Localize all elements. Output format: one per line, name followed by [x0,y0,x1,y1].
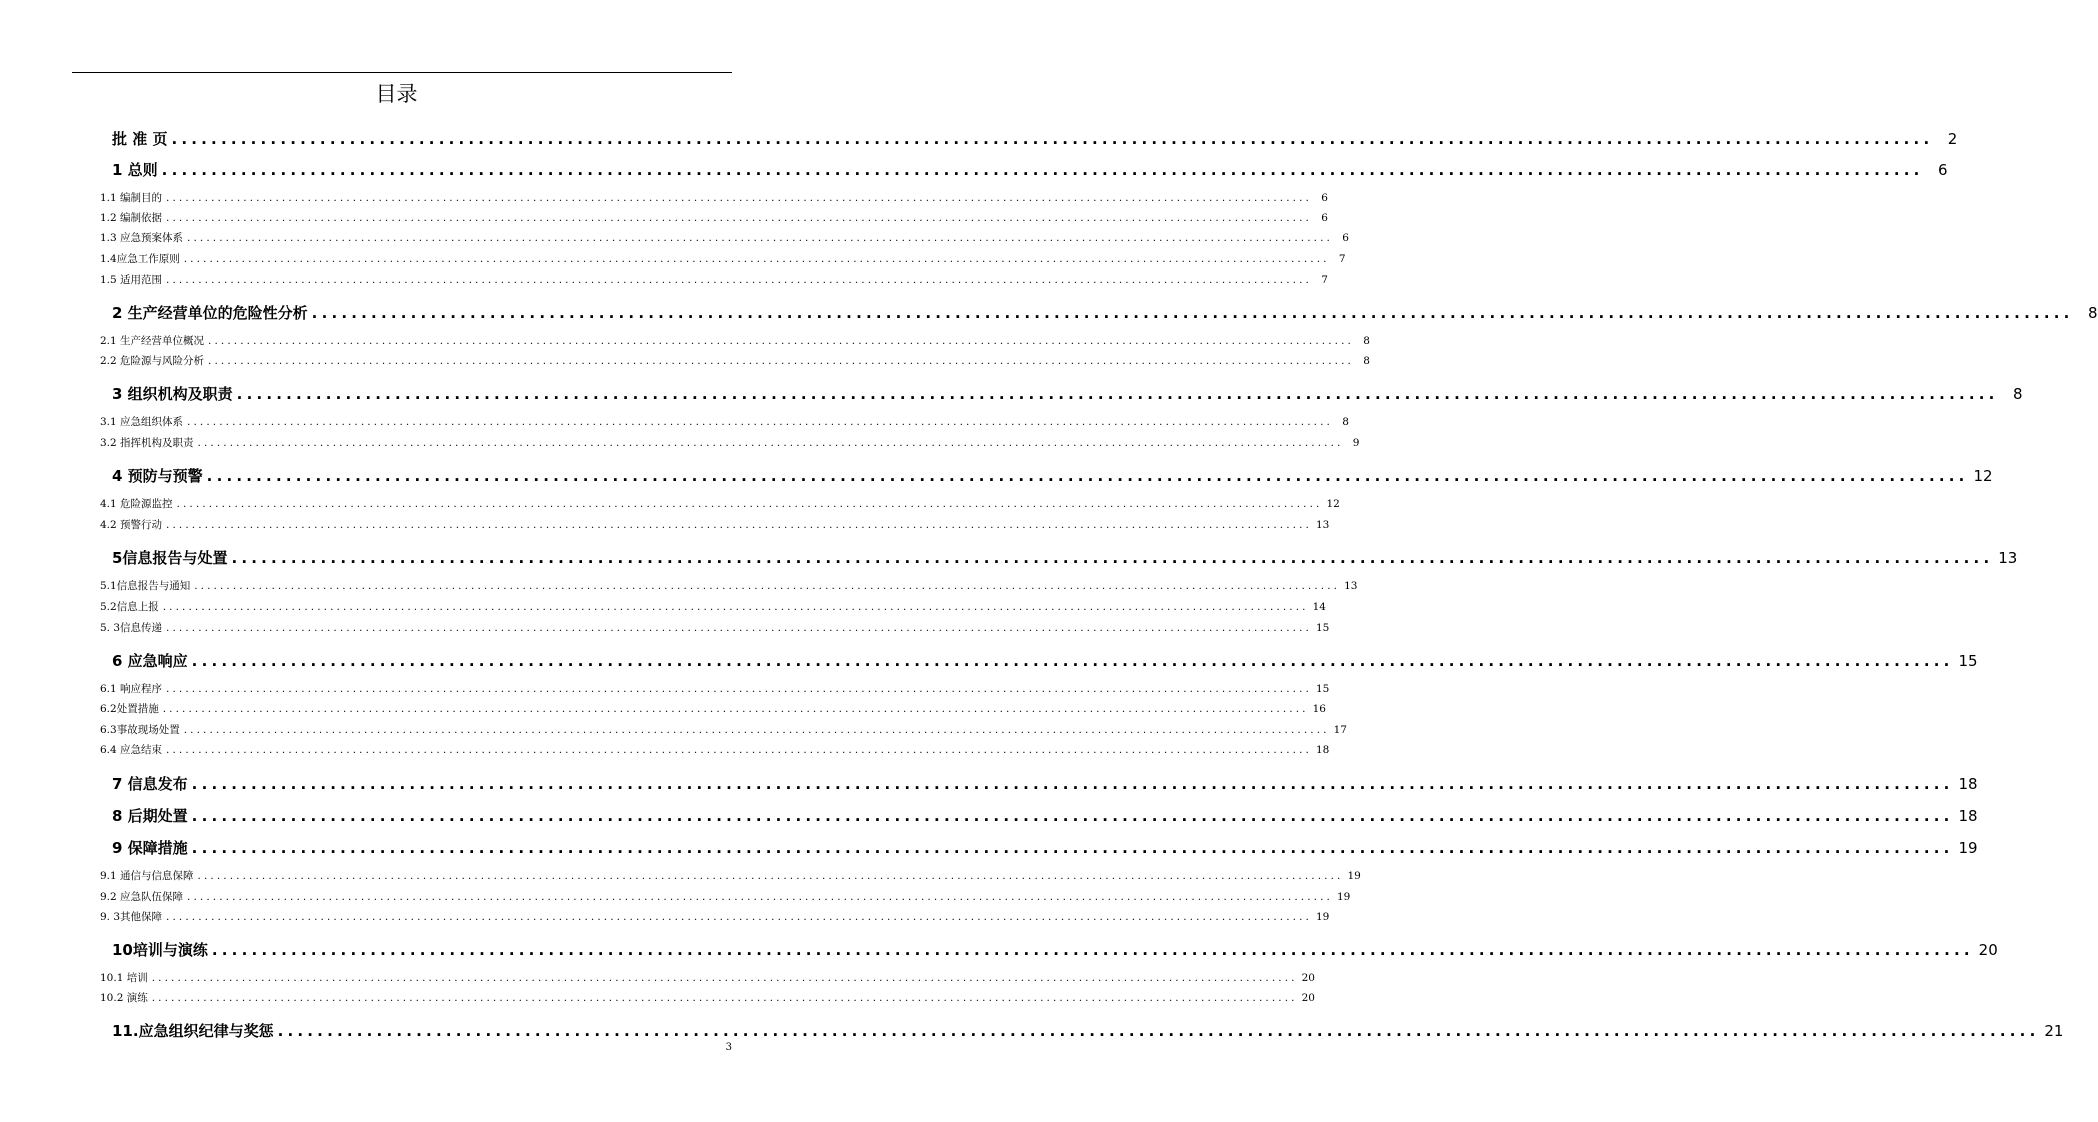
toc-entry-label: 9.2 应急队伍保障 [100,891,184,903]
toc-entry-page: 2 [1947,130,1958,148]
dot-leader: .................................................................................................................................................................................. [211,941,1974,959]
toc-entry-page: 15 [1958,652,1978,670]
dot-leader: .................................................................................................................................................................................. [191,839,1954,857]
dot-leader: .................................................................................................................................................................................. [191,775,1954,793]
toc-entry-label: 3.1 应急组织体系 [100,416,184,428]
toc-entry-page: 17 [1333,724,1347,736]
dot-leader: .................................................................................................................................................................................. [166,274,1312,286]
toc-entry[interactable] [100,970,1315,986]
toc-entry[interactable] [100,599,1326,615]
toc-entry[interactable] [100,909,1330,925]
toc-entry-page: 16 [1312,703,1326,715]
toc-entry-page: 13 [1315,519,1330,531]
toc-entry-label: 6.2处置措施 [100,703,159,715]
toc-entry-label: 3 组织机构及职责 [112,385,233,403]
toc-entry-page: 18 [1958,775,1978,793]
dot-leader: .................................................................................................................................................................................. [187,891,1333,903]
toc-entry-label: 9. 3其他保障 [100,911,163,923]
toc-entry-label: 1.5 适用范围 [100,274,163,286]
toc-entry[interactable] [100,578,1358,594]
dot-leader: .................................................................................................................................................................................. [166,683,1312,695]
dot-leader: .................................................................................................................................................................................. [166,192,1312,204]
dot-leader: .................................................................................................................................................................................. [208,335,1354,347]
dot-leader: .................................................................................................................................................................................. [231,549,1994,567]
toc-entry-label: 7 信息发布 [112,775,188,793]
toc-entry[interactable] [112,302,2098,324]
toc-entry-label: 10.2 演练 [100,992,148,1004]
dot-leader: .................................................................................................................................................................................. [162,703,1309,715]
toc-entry-page: 8 [1363,335,1370,347]
toc-entry[interactable] [112,128,1958,150]
dot-leader: .................................................................................................................................................................................. [197,437,1344,449]
toc-entry[interactable] [112,547,2018,569]
header-rule [72,72,732,73]
toc-entry-page: 8 [2013,385,2023,403]
toc-entry-label: 批 准 页 [112,130,168,148]
dot-leader: .................................................................................................................................................................................. [161,161,1924,179]
toc-entry[interactable] [112,465,1993,487]
toc-entry[interactable] [100,190,1328,206]
dot-leader: .................................................................................................................................................................................. [183,253,1330,265]
toc-entry[interactable] [100,990,1315,1006]
dot-leader: .................................................................................................................................................................................. [187,416,1333,428]
toc-entry-label: 5.1信息报告与通知 [100,580,191,592]
toc-entry-page: 19 [1958,839,1978,857]
toc-entry-page: 9 [1352,437,1360,449]
dot-leader: .................................................................................................................................................................................. [277,1022,2040,1040]
toc-entry[interactable] [100,272,1328,288]
toc-entry-page: 19 [1315,911,1330,923]
dot-leader: .................................................................................................................................................................................. [208,355,1354,367]
toc-entry-label: 11.应急组织纪律与奖惩 [112,1022,274,1040]
toc-entry-label: 6.4 应急结束 [100,744,163,756]
toc-entry-page: 6 [1342,232,1349,244]
toc-entry-label: 2 生产经营单位的危险性分析 [112,304,308,322]
toc-entry[interactable] [112,805,1978,827]
toc-entry-label: 1.1 编制目的 [100,192,163,204]
toc-entry-label: 9.1 通信与信息保障 [100,870,194,882]
toc-entry-label: 10.1 培训 [100,972,148,984]
toc-entry-page: 19 [1336,891,1351,903]
toc-entry-page: 18 [1315,744,1330,756]
toc-entry-page: 21 [2044,1022,2064,1040]
toc-entry-page: 15 [1315,683,1330,695]
toc-entry[interactable] [100,868,1361,884]
toc-entry[interactable] [100,742,1330,758]
toc-entry-page: 19 [1347,870,1361,882]
toc-entry-label: 3.2 指挥机构及职责 [100,437,194,449]
dot-leader: .................................................................................................................................................................................. [162,601,1309,613]
dot-leader: .................................................................................................................................................................................. [194,580,1341,592]
toc-entry-page: 20 [1978,941,1998,959]
toc-entry-page: 7 [1338,253,1346,265]
toc-entry[interactable] [100,701,1326,717]
toc-entry-label: 4 预防与预警 [112,467,203,485]
dot-leader: .................................................................................................................................................................................. [197,870,1344,882]
dot-leader: .................................................................................................................................................................................. [171,130,1934,148]
toc-entry[interactable] [100,722,1347,738]
toc-entry-page: 7 [1321,274,1328,286]
dot-leader: .................................................................................................................................................................................. [176,498,1323,510]
toc-entry[interactable] [100,414,1349,430]
toc-entry-page: 13 [1344,580,1358,592]
toc-entry[interactable] [100,517,1330,533]
dot-leader: .................................................................................................................................................................................. [191,807,1954,825]
toc-entry-label: 2.1 生产经营单位概况 [100,335,205,347]
toc-entry-label: 6.1 响应程序 [100,683,163,695]
dot-leader: .................................................................................................................................................................................. [166,911,1312,923]
toc-entry[interactable] [100,333,1370,349]
toc-title: 目录 [375,82,418,106]
toc-entry-page: 6 [1938,161,1948,179]
toc-entry[interactable] [100,435,1360,451]
toc-entry-page: 8 [2088,304,2098,322]
toc-entry-label: 1.4应急工作原则 [100,253,180,265]
toc-entry-label: 6 应急响应 [112,652,188,670]
toc-entry-label: 5. 3信息传递 [100,622,163,634]
toc-entry-page: 6 [1321,212,1328,224]
dot-leader: .................................................................................................................................................................................. [206,467,1969,485]
dot-leader: .................................................................................................................................................................................. [151,972,1298,984]
toc-entry-label: 8 后期处置 [112,807,188,825]
dot-leader: .................................................................................................................................................................................. [311,304,2074,322]
toc-entry[interactable] [100,889,1351,905]
toc-entry[interactable] [112,773,1978,795]
toc-entry[interactable] [112,159,1948,181]
dot-leader: .................................................................................................................................................................................. [151,992,1298,1004]
dot-leader: .................................................................................................................................................................................. [191,652,1954,670]
toc-entry-page: 14 [1312,601,1326,613]
toc-entry-label: 5.2信息上报 [100,601,159,613]
toc-entry-page: 8 [1342,416,1349,428]
toc-entry[interactable] [112,383,2023,405]
toc-entry[interactable] [100,230,1349,246]
page-number: 3 [725,1042,732,1053]
dot-leader: .................................................................................................................................................................................. [166,744,1312,756]
toc-entry-page: 6 [1321,192,1328,204]
toc-entry-page: 12 [1973,467,1993,485]
dot-leader: .................................................................................................................................................................................. [166,519,1312,531]
dot-leader: .................................................................................................................................................................................. [166,212,1312,224]
dot-leader: .................................................................................................................................................................................. [236,385,1999,403]
toc-entry[interactable] [112,837,1978,859]
toc-entry-label: 4.2 预警行动 [100,519,163,531]
toc-entry-page: 20 [1301,992,1315,1004]
toc-entry[interactable] [112,939,1998,961]
toc-entry[interactable] [100,681,1330,697]
toc-entry-page: 20 [1301,972,1315,984]
toc-entry-label: 1.3 应急预案体系 [100,232,184,244]
toc-entry[interactable] [100,251,1346,267]
toc-entry-label: 4.1 危险源监控 [100,498,173,510]
toc-entry-page: 12 [1326,498,1340,510]
toc-entry-label: 5信息报告与处置 [112,549,228,567]
toc-entry[interactable] [112,650,1978,672]
toc-entry-label: 6.3事故现场处置 [100,724,180,736]
toc-entry[interactable] [100,210,1328,226]
dot-leader: .................................................................................................................................................................................. [187,232,1333,244]
toc-entry[interactable] [100,620,1330,636]
toc-entry-label: 10培训与演练 [112,941,208,959]
toc-entry[interactable] [100,496,1340,512]
toc-entry-page: 8 [1363,355,1370,367]
toc-entry[interactable] [100,353,1370,369]
toc-entry-label: 1 总则 [112,161,158,179]
toc-entry-label: 1.2 编制依据 [100,212,163,224]
toc-entry-label: 9 保障措施 [112,839,188,857]
toc-entry-page: 15 [1315,622,1330,634]
toc-entry-page: 18 [1958,807,1978,825]
toc-entry[interactable] [112,1020,2064,1042]
dot-leader: .................................................................................................................................................................................. [183,724,1330,736]
dot-leader: .................................................................................................................................................................................. [166,622,1312,634]
toc-entry-page: 13 [1998,549,2018,567]
toc-entry-label: 2.2 危险源与风险分析 [100,355,205,367]
